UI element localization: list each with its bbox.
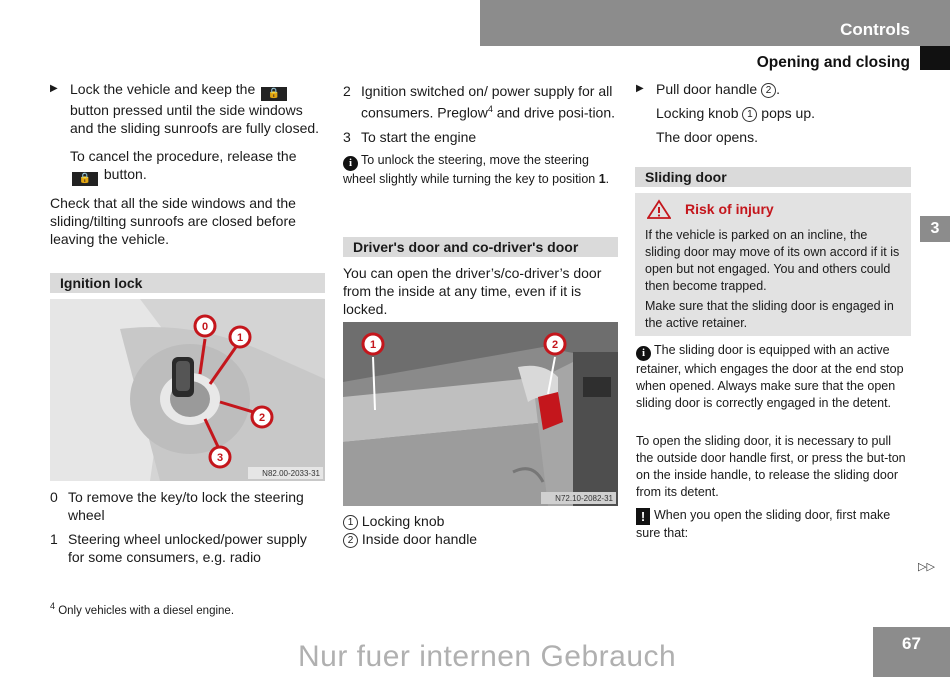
legend-text: Locking knob [361, 513, 445, 529]
lock-button-icon: 🔒 [72, 172, 98, 186]
callout-1-label: 1 [236, 332, 244, 344]
watermark: Nur fuer internen Gebrauch [298, 640, 677, 673]
callout-3-label: 3 [216, 452, 224, 464]
ignition-lock-figure [50, 299, 325, 481]
list-item [50, 530, 325, 566]
callout-2-label: 2 [551, 339, 559, 351]
open-sliding-door-text: To open the sliding door, it is necessary to pull the outside door handle first, or press the but-ton on the inside handle, to release the sliding door from its detent. [636, 434, 906, 499]
instruction-text [656, 80, 780, 98]
list-item [343, 82, 618, 122]
legend-number: 1 [343, 515, 358, 530]
item-text-part: and drive posi-tion. [492, 104, 616, 121]
exclamation-icon: ! [636, 508, 650, 525]
lock-button-icon: 🔒 [261, 87, 287, 101]
callout-0-label: 0 [201, 321, 209, 333]
column-3 [636, 80, 911, 146]
cancel-text: button. [103, 166, 147, 182]
caution-text: When you open the sliding door, first make sure that: [636, 508, 891, 540]
callout-3 [210, 447, 230, 467]
ignition-positions-list [50, 488, 325, 566]
text-part: Pull door handle [656, 81, 758, 97]
figure-code: N72.10-2082-31 [555, 494, 613, 503]
item-text: Steering wheel unlocked/power supply for some consumers, e.g. radio [68, 531, 307, 565]
section-heading-ignition-lock: Ignition lock [50, 273, 325, 293]
black-tab-marker [920, 46, 950, 70]
warning-title-row [647, 199, 774, 219]
legend-item [343, 512, 618, 530]
instruction-text: button pressed until the side windows and the sliding sunroofs are fully closed. [70, 102, 320, 136]
circled-number: 2 [761, 83, 776, 98]
column-1 [50, 80, 325, 248]
callout-1 [363, 334, 383, 354]
item-text [361, 82, 618, 122]
section-heading-doors: Driver's door and co-driver's door [343, 237, 618, 257]
info-text-bold: 1 [598, 171, 606, 186]
footnote-ref[interactable]: 4 [487, 104, 493, 114]
warning-text-2: Make sure that the sliding door is engaged in the active retainer. [645, 299, 894, 330]
cancel-text: To cancel the procedure, release the [70, 148, 297, 164]
item-number: 3 [343, 128, 351, 145]
page-header-title: Controls [840, 20, 910, 39]
info-icon: i [636, 346, 651, 361]
info-note-steering [343, 152, 618, 188]
bullet-triangle-icon: ▶ [636, 83, 644, 94]
info-note-retainer [636, 342, 911, 412]
warning-triangle-icon [647, 199, 671, 219]
text-part: . [776, 81, 780, 97]
chapter-tab[interactable]: 3 [920, 216, 950, 242]
figure-code: N82.00-2033-31 [262, 469, 320, 478]
item-number: 1 [50, 531, 58, 547]
door-illustration [343, 322, 618, 506]
legend-item [343, 530, 618, 548]
ignition-lock-illustration [50, 299, 325, 481]
section-subtitle: Opening and closing [756, 54, 910, 71]
warning-text-1: If the vehicle is parked on an incline, the sliding door may move of its own accord if it is open but not engaged. You and others could then become trapped. [645, 228, 900, 293]
info-text: To unlock the steering, move the steering wheel slightly while turning the key to position [343, 152, 599, 186]
instruction-text: Lock the vehicle and keep the [70, 81, 256, 97]
instruction-lock-vehicle [50, 80, 325, 137]
info-icon: i [343, 156, 358, 171]
callout-1-label: 1 [369, 339, 377, 351]
cancel-note [70, 147, 325, 186]
footnote-mark: 4 [50, 601, 56, 611]
locking-knob-note [656, 104, 911, 122]
circled-number: 1 [742, 107, 757, 122]
continue-arrows: ▷▷ [918, 561, 935, 573]
doors-paragraph: You can open the driver’s/co-driver’s door from the inside at any time, even if it is locked. [343, 265, 602, 317]
caution-note [636, 507, 911, 542]
item-text-part: Ignition switched on/ power supply for all consumers. Preglow [361, 83, 613, 121]
door-opens-note: The door opens. [656, 129, 758, 145]
text-part: pops up. [761, 105, 816, 121]
instruction-pull-handle [636, 80, 911, 98]
check-paragraph: Check that all the side windows and the sliding/tilting sunroofs are closed before leaving the vehicle. [50, 195, 296, 247]
list-item [50, 488, 325, 524]
info-text: The sliding door is equipped with an active retainer, which engages the door at the end stop when opened. Always make sure that the open sliding door is correctly engaged in the detent. [636, 343, 904, 410]
callout-1 [230, 327, 250, 347]
door-legend [343, 512, 618, 548]
legend-number: 2 [343, 533, 358, 548]
warning-box [635, 193, 911, 336]
page-number: 67 [873, 627, 950, 677]
list-item [343, 128, 618, 146]
warning-title: Risk of injury [685, 201, 774, 217]
item-text: To start the engine [361, 128, 477, 145]
door-figure [343, 322, 618, 506]
bullet-triangle-icon: ▶ [50, 83, 58, 94]
callout-0 [195, 316, 215, 336]
callout-2 [545, 334, 565, 354]
callout-2-label: 2 [258, 412, 266, 424]
callout-2 [252, 407, 272, 427]
item-number: 0 [50, 489, 58, 505]
footnote [50, 601, 234, 617]
legend-text: Inside door handle [361, 531, 478, 547]
text-part: Locking knob [656, 105, 739, 121]
item-text: To remove the key/to lock the steering wheel [68, 489, 304, 523]
column-2 [343, 82, 618, 188]
item-number: 2 [343, 83, 351, 99]
info-text-end: . [605, 171, 610, 186]
section-heading-sliding-door: Sliding door [635, 167, 911, 187]
footnote-text: Only vehicles with a diesel engine. [58, 604, 235, 617]
